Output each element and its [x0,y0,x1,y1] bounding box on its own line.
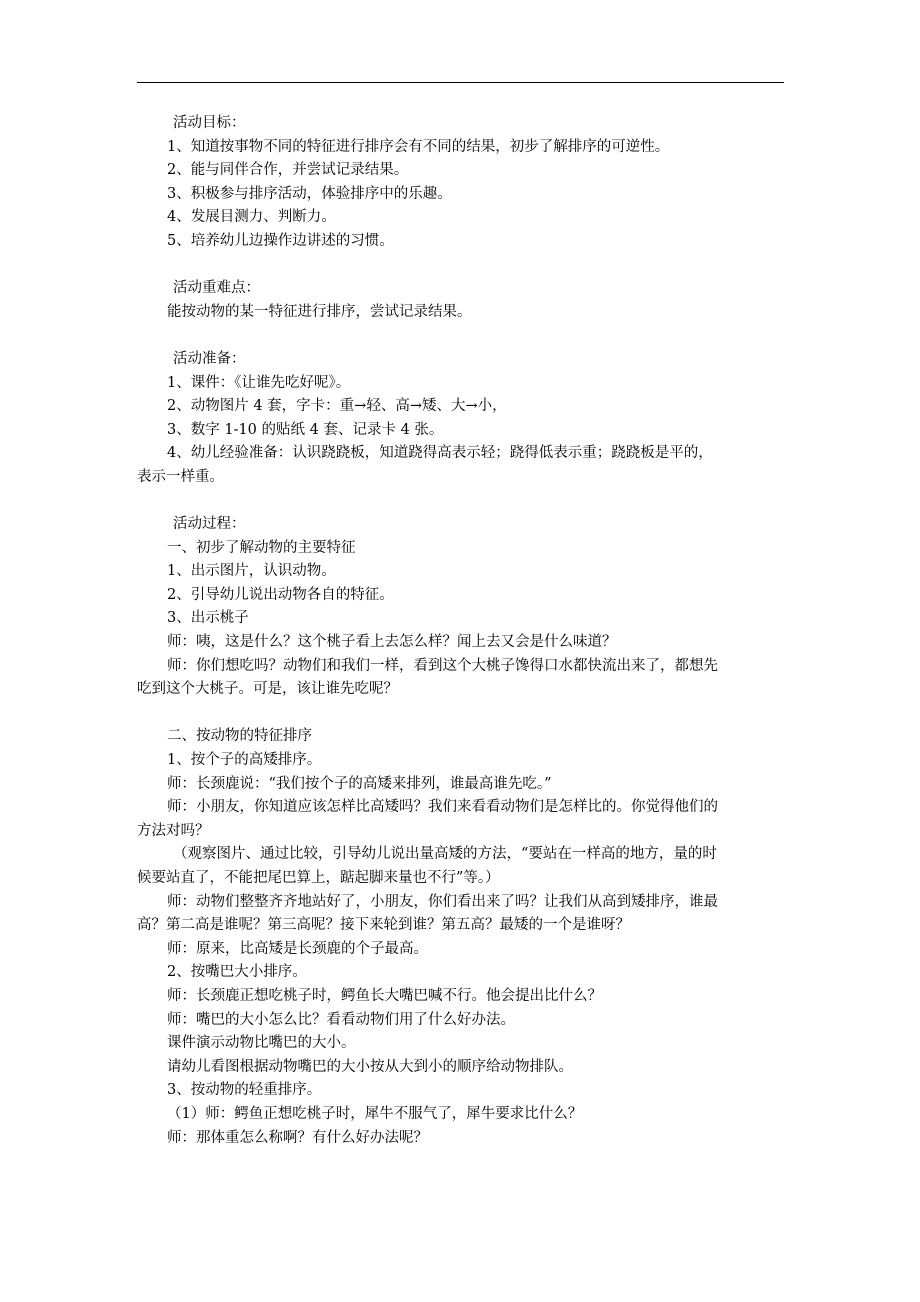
keypoints-heading: 活动重难点： [173,280,260,297]
process-line: 师：长颈鹿正想吃桃子时，鳄鱼长大嘴巴喊不行。他会提出比什么？ [167,987,602,1004]
process-line: 师：嘴巴的大小怎么比？看看动物们用了什么好办法。 [167,1011,515,1028]
process-line: （1）师：鳄鱼正想吃桃子时，犀牛不服气了，犀牛要求比什么？ [167,1105,583,1122]
process-line-continued: 吃到这个大桃子。可是，该让谁先吃呢？ [137,681,398,698]
process-line: 2、引导幼儿说出动物各自的特征。 [167,586,394,603]
paragraph-gap [137,254,787,278]
process-line: 3、按动物的轻重排序。 [167,1082,322,1099]
process-line: 3、出示桃子 [167,610,249,627]
paragraph-gap [137,490,787,514]
goal-item: 1、知道按事物不同的特征进行排序会有不同的结果，初步了解排序的可逆性。 [167,138,670,155]
goal-item: 4、发展目测力、判断力。 [167,209,336,226]
keypoints-text: 能按动物的某一特征进行排序，尝试记录结果。 [167,303,472,320]
goals-heading: 活动目标： [173,115,246,131]
preparation-section [137,348,787,490]
process-line: 师：动物们整整齐齐地站好了，小朋友，你们看出来了吗？让我们从高到矮排序，谁最 [167,893,718,910]
goal-item: 5、培养幼儿边操作边讲述的习惯。 [167,232,394,249]
goal-item: 2、能与同伴合作，并尝试记录结果。 [167,162,409,179]
process-line: 请幼儿看图根据动物嘴巴的大小按从大到小的顺序给动物排队。 [167,1058,573,1075]
process-line: 师：小朋友，你知道应该怎样比高矮吗？我们来看看动物们是怎样比的。你觉得他们的 [167,799,718,816]
process-line-continued: 高？第二高是谁呢？第三高呢？接下来轮到谁？第五高？最矮的一个是谁呀？ [137,917,630,934]
goal-item: 3、积极参与排序活动，体验排序中的乐趣。 [167,185,452,202]
process-line: （观察图片、通过比较，引导幼儿说出量高矮的方法，“要站在一样高的地方，量的时 [173,846,717,863]
preparation-heading: 活动准备： [173,350,246,367]
preparation-item: 1、课件：《让谁先吃好呢》。 [167,374,351,391]
process-line: 2、按嘴巴大小排序。 [167,964,307,981]
paragraph-gap [137,702,787,726]
process-line-continued: 方法对吗？ [137,822,210,839]
process-section [137,513,787,1150]
process-line-continued: 候要站直了，不能把尾巴算上，踮起脚来量也不行”等。） [137,870,500,886]
preparation-item: 4、幼儿经验准备：认识跷跷板，知道跷得高表示轻；跷得低表示重；跷跷板是平的， [167,445,713,462]
process-line: 师：长颈鹿说：“我们按个子的高矮来排列，谁最高谁先吃。” [167,775,552,792]
document-body [137,112,787,1150]
preparation-item: 2、动物图片 4 套，字卡：重→轻、高→矮、大→小， [167,398,507,415]
header-rule [137,82,784,83]
preparation-item-continued: 表示一样重。 [137,468,224,485]
process-part1-title: 一、初步了解动物的主要特征 [167,539,356,556]
keypoints-section [137,277,787,324]
process-line: 1、按个子的高矮排序。 [167,752,322,769]
process-line: 师：你们想吃吗？动物们和我们一样，看到这个大桃子馋得口水都快流出来了，都想先 [167,657,718,674]
paragraph-gap [137,324,787,348]
process-line: 1、出示图片，认识动物。 [167,563,336,580]
preparation-item: 3、数字 1-10 的贴纸 4 套、记录卡 4 张。 [167,421,444,438]
process-part2-title: 二、按动物的特征排序 [167,728,312,745]
process-line: 课件演示动物比嘴巴的大小。 [167,1035,356,1052]
process-line: 师：原来，比高矮是长颈鹿的个子最高。 [167,940,428,957]
goals-section [137,112,787,254]
process-line: 师：那体重怎么称啊？有什么好办法呢？ [167,1129,428,1146]
process-line: 师：咦，这是什么？这个桃子看上去怎么样？闻上去又会是什么味道？ [167,634,617,651]
process-heading: 活动过程： [173,516,246,533]
